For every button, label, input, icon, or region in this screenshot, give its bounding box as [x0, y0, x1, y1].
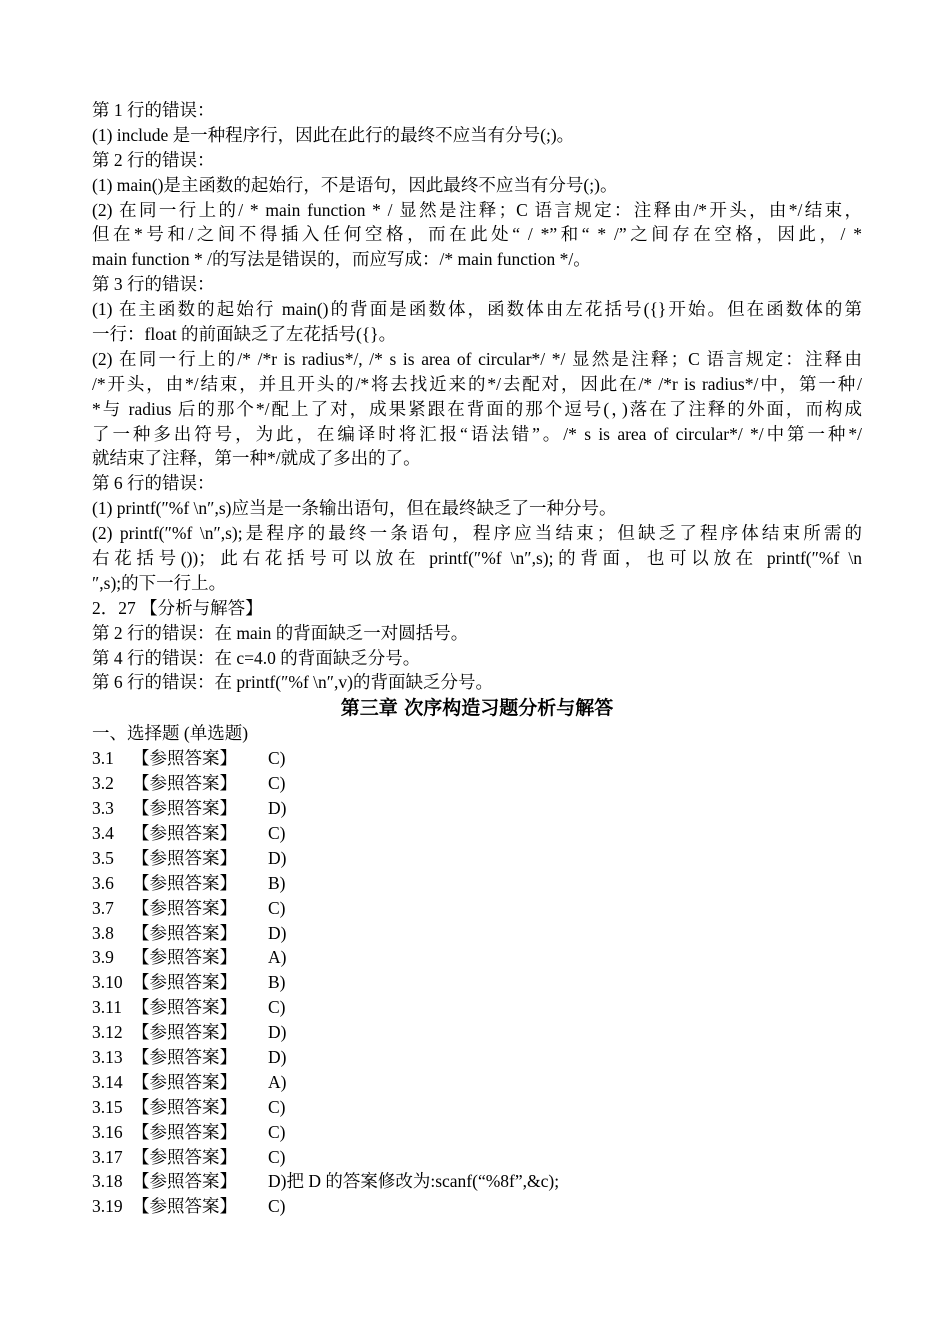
answer-number: 3.15	[92, 1096, 123, 1117]
answer-tag: 【参照答案】	[132, 972, 237, 993]
answer-list	[92, 746, 862, 1219]
line-2-error-2-b: 但在*号和/之间不得插入任何空格，而在此处“ / *”和“ * /”之间存在空格，因此，/ *	[92, 224, 862, 245]
answer-row	[92, 1145, 862, 1170]
answer-value: D)	[268, 1046, 287, 1067]
answer-number: 3.17	[92, 1146, 123, 1167]
answer-value: C)	[268, 897, 286, 918]
line-6-error-2-c: ″,s);的下一行上。	[92, 572, 227, 593]
answer-row	[92, 746, 862, 771]
answer-number: 3.16	[92, 1121, 123, 1142]
answer-tag: 【参照答案】	[132, 1046, 237, 1067]
exercise-2-27-error-line-6: 第 6 行的错误：在 printf(″%f \n″,v)的背面缺乏分号。	[92, 672, 494, 693]
answer-number: 3.10	[92, 972, 123, 993]
answer-value: C)	[268, 748, 286, 769]
answer-number: 3.7	[92, 897, 114, 918]
line-3-errors-heading: 第 3 行的错误：	[92, 274, 215, 295]
answer-row	[92, 921, 862, 946]
answer-row	[92, 1095, 862, 1120]
line-6-error-2-a: (2) printf(″%f \n″,s);是程序的最终一条语句，程序应当结束；但缺乏了程序体结束所需的	[92, 523, 862, 544]
line-3-error-2-a: (2) 在同一行上的/* /*r is radius*/, /* s is area of circular*/ */ 显然是注释；C 语言规定：注释由	[92, 348, 862, 369]
answer-row	[92, 1120, 862, 1145]
answer-number: 3.18	[92, 1171, 123, 1192]
answer-tag: 【参照答案】	[132, 1071, 237, 1092]
line-3-error-2-c: *与 radius 后的那个*/配上了对，成果紧跟在背面的那个逗号(，)落在了注释的外面，而构成	[92, 398, 862, 419]
answer-tag: 【参照答案】	[132, 1171, 237, 1192]
exercise-2-27-error-line-2: 第 2 行的错误：在 main 的背面缺乏一对圆括号。	[92, 622, 469, 643]
answer-row	[92, 1045, 862, 1070]
answer-tag: 【参照答案】	[132, 1022, 237, 1043]
answer-row	[92, 945, 862, 970]
answer-number: 3.9	[92, 947, 114, 968]
answer-tag: 【参照答案】	[132, 773, 237, 794]
answer-number: 3.19	[92, 1196, 123, 1217]
answer-tag: 【参照答案】	[132, 1096, 237, 1117]
line-3-error-2-e: 就结束了注释，第一种*/就成了多出的了。	[92, 448, 421, 469]
answer-value: A)	[268, 1071, 287, 1092]
document-page	[92, 98, 862, 1219]
answer-value: C)	[268, 1146, 286, 1167]
answer-value: C)	[268, 1121, 286, 1142]
answer-tag: 【参照答案】	[132, 922, 237, 943]
answer-tag: 【参照答案】	[132, 947, 237, 968]
answer-row	[92, 896, 862, 921]
answer-tag: 【参照答案】	[132, 822, 237, 843]
line-6-error-2-b: 右花括号())；此右花括号可以放在 printf(″%f \n″,s);的背面，也可以放在 printf(″%f \n	[92, 548, 862, 569]
answer-number: 3.6	[92, 872, 114, 893]
answer-tag: 【参照答案】	[132, 748, 237, 769]
answer-value: D)	[268, 798, 287, 819]
answer-number: 3.13	[92, 1046, 123, 1067]
answer-row	[92, 1194, 862, 1219]
answer-row	[92, 846, 862, 871]
line-2-error-2-a: (2) 在同一行上的/ * main function * / 显然是注释；C 语言规定：注释由/*开头，由*/结束，	[92, 199, 862, 220]
answer-value: C)	[268, 997, 286, 1018]
answer-number: 3.2	[92, 773, 114, 794]
line-2-errors-heading: 第 2 行的错误：	[92, 149, 215, 170]
answer-value: C)	[268, 1096, 286, 1117]
answer-value: B)	[268, 872, 286, 893]
answer-value: B)	[268, 972, 286, 993]
line-2-error-2-c: main function * /的写法是错误的，而应写成：/* main function */。	[92, 249, 591, 270]
answer-tag: 【参照答案】	[132, 997, 237, 1018]
answer-number: 3.3	[92, 798, 114, 819]
answer-value: C)	[268, 822, 286, 843]
answer-row	[92, 1070, 862, 1095]
answer-row	[92, 1169, 862, 1194]
answer-tag: 【参照答案】	[132, 1146, 237, 1167]
answer-value: D)	[268, 1022, 287, 1043]
answer-row	[92, 1020, 862, 1045]
answer-tag: 【参照答案】	[132, 798, 237, 819]
answer-row	[92, 821, 862, 846]
answer-tag: 【参照答案】	[132, 1121, 237, 1142]
answer-row	[92, 771, 862, 796]
line-3-error-2-b: /*开头，由*/结束，并且开头的/*将去找近来的*/去配对，因此在/* /*r is radius*/中，第一种/	[92, 373, 862, 394]
line-3-error-1-a: (1) 在主函数的起始行 main()的背面是函数体，函数体由左花括号({}开始。但在函数体的第	[92, 299, 862, 320]
answer-number: 3.4	[92, 822, 114, 843]
line-6-errors-heading: 第 6 行的错误：	[92, 473, 215, 494]
chapter-title: 第三章 次序构造习题分析与解答	[340, 697, 614, 720]
answer-value: A)	[268, 947, 287, 968]
line-3-error-1-b: 一行：float 的前面缺乏了左花括号({}。	[92, 324, 397, 345]
exercise-2-27-heading: 2．27 【分析与解答】	[92, 597, 263, 618]
answer-number: 3.5	[92, 847, 114, 868]
answer-value: D)	[268, 922, 287, 943]
line-1-error-1: (1) include 是一种程序行，因此在此行的最终不应当有分号(;)。	[92, 124, 575, 145]
answer-value: D)	[268, 847, 287, 868]
exercise-2-27-error-line-4: 第 4 行的错误：在 c=4.0 的背面缺乏分号。	[92, 647, 421, 668]
answer-value: C)	[268, 1196, 286, 1217]
answer-tag: 【参照答案】	[132, 1196, 237, 1217]
section-label: 一、选择题 (单选题)	[92, 723, 249, 744]
answer-tag: 【参照答案】	[132, 847, 237, 868]
answer-number: 3.1	[92, 748, 114, 769]
answer-number: 3.14	[92, 1071, 123, 1092]
line-6-error-1: (1) printf(″%f \n″,s)应当是一条输出语句，但在最终缺乏了一种分号。	[92, 498, 617, 519]
line-1-errors-heading: 第 1 行的错误：	[92, 100, 215, 120]
answer-row	[92, 970, 862, 995]
answer-number: 3.8	[92, 922, 114, 943]
answer-number: 3.12	[92, 1022, 123, 1043]
line-2-error-1: (1) main()是主函数的起始行，不是语句，因此最终不应当有分号(;)。	[92, 174, 618, 195]
answer-tag: 【参照答案】	[132, 872, 237, 893]
answer-value: C)	[268, 773, 286, 794]
answer-number: 3.11	[92, 997, 122, 1018]
answer-row	[92, 871, 862, 896]
answer-row	[92, 995, 862, 1020]
answer-row	[92, 796, 862, 821]
answer-tag: 【参照答案】	[132, 897, 237, 918]
answer-value: D)把 D 的答案修改为:scanf(“%8f”,&c);	[268, 1171, 560, 1192]
line-3-error-2-d: 了一种多出符号，为此，在编译时将汇报“语法错”。/* s is area of circular*/ */中第一种*/	[92, 423, 862, 444]
